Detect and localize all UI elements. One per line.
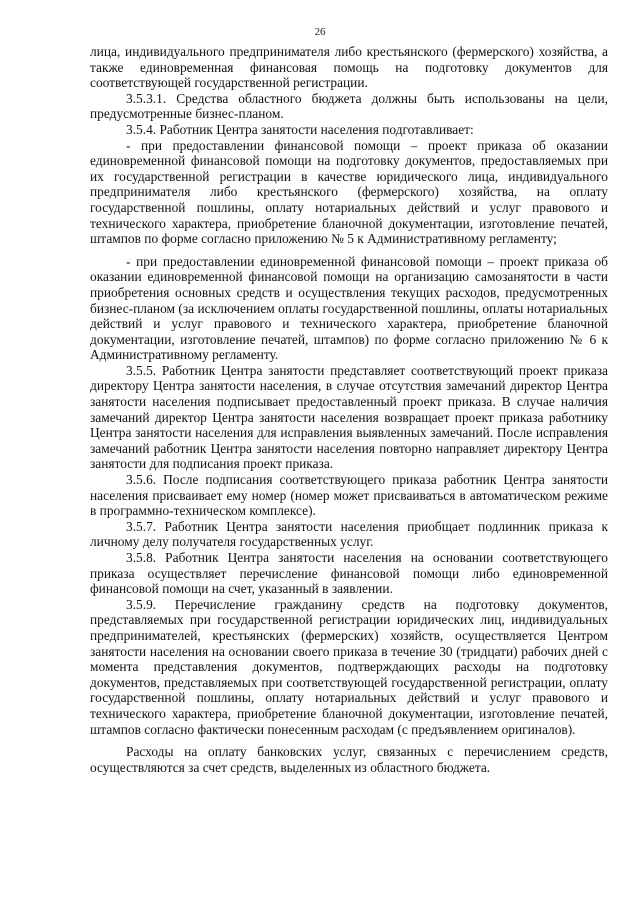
paragraph-3-5-9: 3.5.9. Перечисление гражданину средств на подготовку документов, представляемых при государственной регистрации юридических лиц, индивидуальных предпринимателей, крестьянских (фермерских) хозяйств, осуществляется Центром занятости населения на основании своего приказа в течение 30 (тридцати) рабочих дней с момента представления документов, подтверждающих расходы на подготовку документов, представляемых при соответствующей государственной регистрации, оплату государственной пошлины, оплату нотариальных действий и услуг правового и технического характера, приобретение бланочной документации, изготовление печатей, штампов согласно фактически понесенным расходам (с предъявлением оригиналов).: [90, 596, 608, 737]
paragraph-3-5-6: 3.5.6. После подписания соответствующего приказа работник Центра занятости населения присваивает ему номер (номер может присваиваться в автоматическом режиме в программно-техническом комплексе).: [90, 472, 608, 519]
paragraph-financial-aid-order: - при предоставлении финансовой помощи – проект приказа об оказании единовременной финансовой помощи на подготовку документов, предоставляемых при их государственной регистрации в качестве юридического лица, индивидуального предпринимателя либо крестьянского (фермерского) хозяйства, на оплату государственной пошлины, оплату нотариальных действий и услуг правового и технического характера, приобретение бланочной документации, изготовление печатей, штампов по форме согласно приложению № 5 к Административному регламенту;: [90, 137, 608, 247]
page-number: 26: [314, 26, 326, 38]
paragraph-3-5-7: 3.5.7. Работник Центра занятости населения приобщает подлинник приказа к личному делу получателя государственных услуг.: [90, 518, 608, 550]
paragraph-lump-sum-aid-order: - при предоставлении единовременной финансовой помощи – проект приказа об оказании единовременной финансовой помощи на организацию самозанятости в части приобретения основных средств и осуществления текущих расходов, предусмотренных бизнес-планом (за исключением оплаты государственной пошлины, оплаты нотариальных действий и услуг правового и технического характера, приобретение бланочной документации, изготовление печатей, штампов) по форме согласно приложению № 6 к Административному регламенту.: [90, 253, 608, 363]
paragraph-bank-fees: Расходы на оплату банковских услуг, связанных с перечислением средств, осуществляются за счет средств, выделенных из областного бюджета.: [90, 744, 608, 775]
paragraph-3-5-8: 3.5.8. Работник Центра занятости населения на основании соответствующего приказа осуществляет перечисление финансовой помощи либо единовременной финансовой помощи на счет, указанный в заявлении.: [90, 550, 608, 597]
paragraph-3-5-3-1: 3.5.3.1. Средства областного бюджета должны быть использованы на цели, предусмотренные бизнес-планом.: [90, 90, 608, 122]
body-text: [90, 44, 608, 775]
paragraph-3-5-5: 3.5.5. Работник Центра занятости представляет соответствующий проект приказа директору Центра занятости населения, в случае отсутствия замечаний директор Центра занятости населения подписывает предоставленный проект приказа. В случае наличия замечаний директор Центра занятости населения возвращает проект приказа работнику Центра занятости населения для исправления выявленных замечаний. После исправления замечаний работник Центра занятости населения повторно направляет директору Центра занятости для подписания проект приказа.: [90, 362, 608, 472]
paragraph-3-5-4: 3.5.4. Работник Центра занятости населения подготавливает:: [126, 121, 474, 137]
paragraph-continuation: лица, индивидуального предпринимателя либо крестьянского (фермерского) хозяйства, а также единовременная финансовая помощь на подготовку документов для соответствующей государственной регистрации.: [90, 44, 608, 91]
